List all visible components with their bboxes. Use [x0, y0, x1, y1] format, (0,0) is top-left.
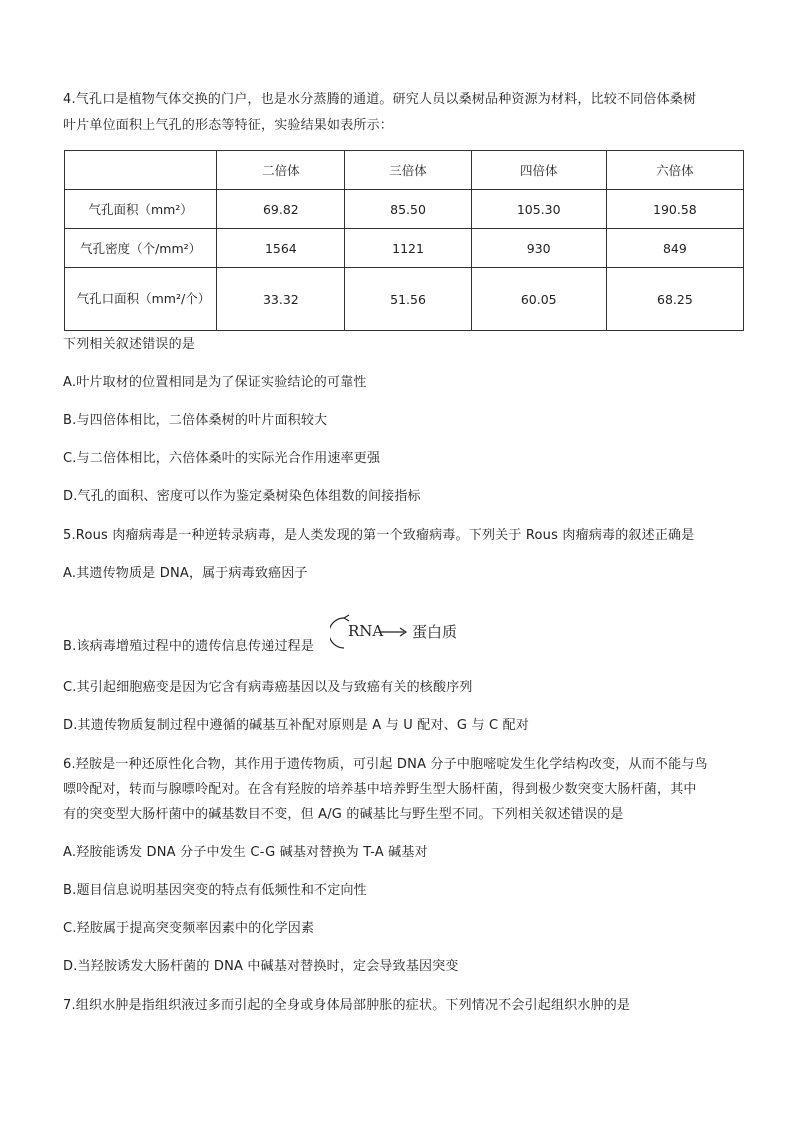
q6-option-b: B.题目信息说明基因突变的特点有低频性和不定向性: [63, 883, 367, 898]
q4-stem-line2: 叶片单位面积上气孔的形态等特征，实验结果如表所示：: [63, 118, 394, 133]
stomata-table: [64, 150, 744, 331]
q4-option-c: C.与二倍体相比，六倍体桑叶的实际光合作用速率更强: [63, 451, 381, 466]
q4-option-b: B.与四倍体相比，二倍体桑树的叶片面积较大: [63, 413, 328, 428]
q4-option-d: D.气孔的面积、密度可以作为鉴定桑树染色体组数的间接指标: [63, 489, 421, 504]
table-cell: 85.50: [345, 190, 471, 229]
q5-option-c: C.其引起细胞癌变是因为它含有病毒癌基因以及与致癌有关的核酸序列: [63, 680, 473, 695]
table-header-cell: 四倍体: [471, 151, 606, 190]
table-cell: 68.25: [606, 268, 743, 331]
table-cell: 105.30: [471, 190, 606, 229]
q4-option-a: A.叶片取材的位置相同是为了保证实验结论的可靠性: [63, 375, 367, 390]
q6-option-d: D.当羟胺诱发大肠杆菌的 DNA 中碱基对替换时，定会导致基因突变: [63, 959, 459, 974]
table-cell: 33.32: [217, 268, 345, 331]
q7-stem: 7.组织水肿是指组织液过多而引起的全身或身体局部肿胀的症状。下列情况不会引起组织水肿的是: [63, 998, 631, 1013]
rna-label: RNA: [348, 622, 384, 640]
table-header-cell: [65, 151, 217, 190]
q6-stem-line2: 嘌呤配对，转而与腺嘌呤配对。在含有羟胺的培养基中培养野生型大肠杆菌，得到极少数突变大肠杆菌，其中: [63, 782, 697, 797]
table-cell: 930: [471, 229, 606, 268]
table-row: [65, 190, 744, 229]
q4-question: 下列相关叙述错误的是: [63, 337, 196, 352]
table-cell: 51.56: [345, 268, 471, 331]
q5-stem: 5.Rous 肉瘤病毒是一种逆转录病毒，是人类发现的第一个致瘤病毒。下列关于 Rous 肉瘤病毒的叙述正确是: [63, 528, 695, 543]
table-header-cell: 三倍体: [345, 151, 471, 190]
table-header-cell: 二倍体: [217, 151, 345, 190]
table-row: [65, 229, 744, 268]
table-header-row: [65, 151, 744, 190]
row-label: 气孔面积（mm²）: [65, 190, 217, 229]
q6-option-a: A.羟胺能诱发 DNA 分子中发生 C-G 碱基对替换为 T-A 碱基对: [63, 845, 428, 860]
table-cell: 60.05: [471, 268, 606, 331]
q5-option-a: A.其遗传物质是 DNA，属于病毒致癌因子: [63, 566, 308, 581]
table-cell: 849: [606, 229, 743, 268]
protein-label: 蛋白质: [412, 623, 458, 641]
row-label-cell: [65, 268, 217, 331]
table-cell: 190.58: [606, 190, 743, 229]
q6-stem-line1: 6.羟胺是一种还原性化合物，其作用于遗传物质，可引起 DNA 分子中胞嘧啶发生化学结构改变，从而不能与鸟: [63, 757, 708, 772]
table-cell: 69.82: [217, 190, 345, 229]
q5-option-d: D.其遗传物质复制过程中遵循的碱基互补配对原则是 A 与 U 配对、G 与 C 配对: [63, 718, 530, 733]
row-label: 气孔口面积（mm²/个）: [76, 291, 211, 306]
q6-option-c: C.羟胺属于提高突变频率因素中的化学因素: [63, 921, 315, 936]
table-row: [65, 268, 744, 331]
q4-stem-line1: 4.气孔口是植物气体交换的门户，也是水分蒸腾的通道。研究人员以桑树品种资源为材料，比较不同倍体桑树: [63, 92, 697, 107]
rna-protein-flow-diagram: [330, 612, 470, 654]
q5-option-b: B.该病毒增殖过程中的遗传信息传递过程是: [63, 639, 315, 654]
row-label: 气孔密度（个/mm²）: [65, 229, 217, 268]
table-cell: 1564: [217, 229, 345, 268]
table-cell: 1121: [345, 229, 471, 268]
q6-stem-line3: 有的突变型大肠杆菌中的碱基数目不变，但 A/G 的碱基比与野生型不同。下列相关叙述错误的是: [63, 807, 624, 822]
table-header-cell: 六倍体: [606, 151, 743, 190]
